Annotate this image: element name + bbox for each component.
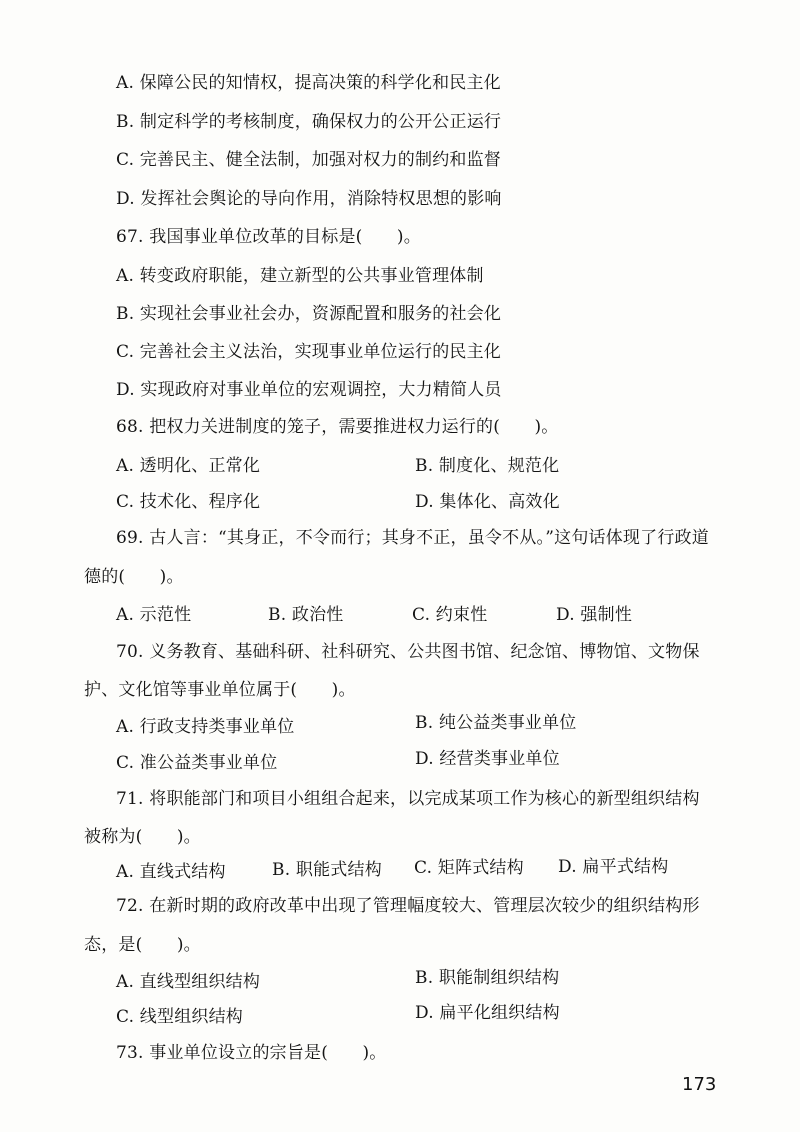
q66-option-d: D. 发挥社会舆论的导向作用，消除特权思想的影响 (116, 189, 502, 209)
q68-option-c: C. 技术化、程序化 (116, 492, 261, 512)
q71-stem-line1: 71. 将职能部门和项目小组组合起来，以完成某项工作为核心的新型组织结构 (116, 789, 700, 809)
q69-option-a: A. 示范性 (116, 605, 192, 625)
q66-option-a: A. 保障公民的知情权，提高决策的科学化和民主化 (116, 73, 501, 93)
q69-stem-line2: 德的( )。 (84, 567, 184, 587)
q67-stem: 67. 我国事业单位改革的目标是( )。 (116, 227, 421, 247)
q71-option-b: B. 职能式结构 (272, 860, 382, 880)
q72-option-b: B. 职能制组织结构 (415, 968, 560, 988)
q71-option-a: A. 直线式结构 (116, 862, 226, 882)
q69-option-b: B. 政治性 (268, 605, 344, 625)
q69-option-d: D. 强制性 (556, 605, 633, 625)
q70-stem-line1: 70. 义务教育、基础科研、社科研究、公共图书馆、纪念馆、博物馆、文物保 (116, 642, 700, 662)
q67-option-d: D. 实现政府对事业单位的宏观调控，大力精简人员 (116, 380, 502, 400)
q71-stem-line2: 被称为( )。 (84, 827, 201, 847)
q67-option-b: B. 实现社会事业社会办，资源配置和服务的社会化 (116, 304, 502, 324)
q68-option-d: D. 集体化、高效化 (415, 492, 560, 512)
q67-option-a: A. 转变政府职能，建立新型的公共事业管理体制 (116, 266, 484, 286)
q72-stem-line2: 态，是( )。 (84, 935, 201, 955)
q70-option-d: D. 经营类事业单位 (415, 749, 560, 769)
q70-option-c: C. 准公益类事业单位 (116, 753, 278, 773)
q70-option-a: A. 行政支持类事业单位 (116, 717, 295, 737)
q70-option-b: B. 纯公益类事业单位 (415, 713, 577, 733)
q72-option-d: D. 扁平化组织结构 (415, 1003, 560, 1023)
q71-option-d: D. 扁平式结构 (558, 857, 669, 877)
q68-option-a: A. 透明化、正常化 (116, 456, 261, 476)
page-number: 173 (682, 1074, 717, 1095)
q66-option-b: B. 制定科学的考核制度，确保权力的公开公正运行 (116, 112, 502, 132)
q71-option-c: C. 矩阵式结构 (414, 858, 524, 878)
q69-option-c: C. 约束性 (412, 605, 488, 625)
q66-option-c: C. 完善民主、健全法制，加强对权力的制约和监督 (116, 150, 502, 170)
q68-option-b: B. 制度化、规范化 (415, 456, 560, 476)
q70-stem-line2: 护、文化馆等事业单位属于( )。 (84, 680, 356, 700)
q73-stem: 73. 事业单位设立的宗旨是( )。 (116, 1043, 387, 1063)
q67-option-c: C. 完善社会主义法治，实现事业单位运行的民主化 (116, 342, 502, 362)
q72-option-c: C. 线型组织结构 (116, 1007, 244, 1027)
q69-stem-line1: 69. 古人言：“其身正，不令而行；其身不正，虽令不从。”这句话体现了行政道 (116, 528, 709, 548)
q72-stem-line1: 72. 在新时期的政府改革中出现了管理幅度较大、管理层次较少的组织结构形 (116, 896, 700, 916)
q72-option-a: A. 直线型组织结构 (116, 972, 261, 992)
q68-stem: 68. 把权力关进制度的笼子，需要推进权力运行的( )。 (116, 417, 559, 437)
